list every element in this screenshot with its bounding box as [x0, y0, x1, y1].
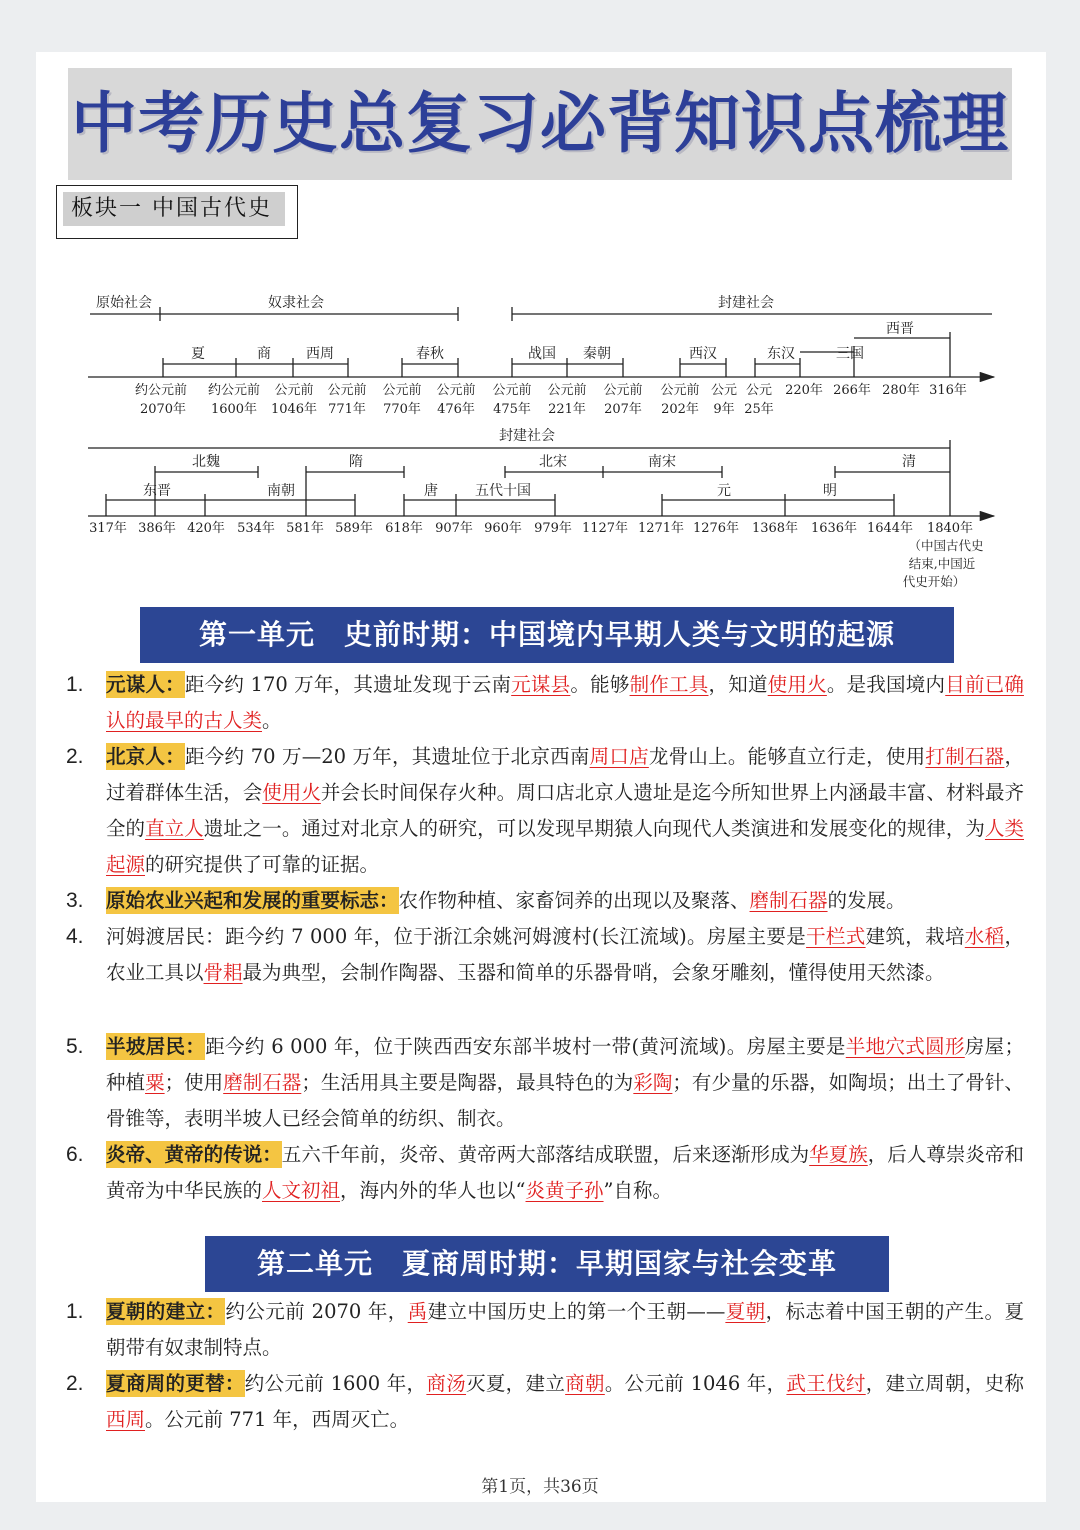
key-term: 周口店 — [589, 745, 649, 768]
key-term: 制作工具 — [629, 673, 709, 696]
date-label: 266年 — [833, 383, 871, 398]
era-label: 原始社会 — [96, 295, 152, 311]
date-label: 979年 — [534, 521, 572, 536]
list-item — [64, 667, 1024, 739]
item-text — [106, 883, 1024, 919]
date-label: 475年 — [493, 402, 531, 417]
key-term: 夏朝 — [725, 1300, 766, 1323]
period-label: 东汉 — [767, 346, 795, 362]
date-label: 221年 — [548, 402, 586, 417]
period-label: 清 — [902, 454, 916, 470]
page-footer: 第1页，共36页 — [481, 1477, 599, 1497]
text-run: 农作物种植、家畜饲养的出现以及聚落、 — [398, 889, 750, 912]
text-run: 。 — [262, 709, 282, 732]
text-run: 的研究提供了可靠的证据。 — [145, 853, 380, 876]
key-term: 使用火 — [262, 781, 321, 804]
date-label: 公元前 — [492, 383, 532, 398]
era-label: 奴隶社会 — [268, 295, 324, 311]
key-term: 磨制石器 — [749, 889, 828, 912]
item-text — [106, 1366, 1024, 1438]
item-text — [106, 739, 1024, 883]
highlight-term: 北京人： — [106, 745, 186, 768]
item-text — [106, 1137, 1024, 1209]
period-label: 西汉 — [689, 346, 717, 362]
text-run: 房屋；种植 — [106, 1035, 1024, 1094]
period-label: 东晋 — [143, 483, 171, 499]
period-label: 南宋 — [648, 454, 676, 470]
date-label: 476年 — [437, 402, 475, 417]
item-text — [106, 667, 1024, 739]
item-number: 1. — [66, 1300, 84, 1323]
date-label: 202年 — [661, 402, 699, 417]
period-label: 战国 — [528, 346, 556, 362]
list-item — [64, 919, 1024, 991]
text-run: ；有少量的乐器，如陶埙；出土了骨针、骨锥等，表明半坡人已经会简单的纺织、制衣。 — [106, 1071, 1024, 1130]
text-run: ，后人尊崇炎帝和黄帝为中华民族的 — [106, 1143, 1024, 1202]
era-label: 封建社会 — [718, 295, 774, 311]
text-run: 约公元前 1600 年， — [244, 1372, 427, 1395]
date-label: 1600年 — [210, 402, 258, 417]
highlight-term: 原始农业兴起和发展的重要标志： — [106, 889, 399, 912]
date-label: 316年 — [929, 383, 967, 398]
text-run: 河姆渡居民：距今约 7 000 年，位于浙江余姚河姆渡村(长江流域)。房屋主要是 — [106, 925, 807, 948]
key-term: 人类起源 — [106, 817, 1024, 876]
period-label: 明 — [823, 483, 837, 499]
period-label: 商 — [257, 346, 271, 362]
date-label: 1276年 — [692, 521, 740, 536]
period-label: 唐 — [424, 483, 438, 499]
date-label: 386年 — [138, 521, 176, 536]
key-term: 使用火 — [767, 673, 827, 696]
key-term: 粟 — [145, 1071, 165, 1094]
item-text — [106, 1029, 1024, 1137]
period-label: 西周 — [306, 346, 334, 362]
date-label: 2070年 — [139, 402, 187, 417]
key-term: 武王伐纣 — [786, 1372, 866, 1395]
date-label: 公元 — [710, 383, 738, 398]
date-label: 960年 — [484, 521, 522, 536]
date-label: 1127年 — [581, 521, 629, 536]
date-label: 618年 — [385, 521, 423, 536]
key-term: 商朝 — [565, 1372, 605, 1395]
list-item — [64, 1366, 1024, 1438]
text-run: 龙骨山上。能够直立行走，使用 — [648, 745, 926, 768]
date-label: 1271年 — [637, 521, 685, 536]
period-label: 西晋 — [886, 321, 914, 337]
date-label: 公元前 — [327, 383, 367, 398]
text-run: 。公元前 771 年，西周灭亡。 — [145, 1408, 410, 1431]
date-label: 公元前 — [382, 383, 422, 398]
period-label: 元 — [717, 483, 731, 499]
date-label: 280年 — [882, 383, 920, 398]
text-run: 。公元前 1046 年， — [604, 1372, 787, 1395]
item-number: 6. — [66, 1143, 84, 1166]
date-label: 770年 — [383, 402, 421, 417]
key-term: 磨制石器 — [223, 1071, 302, 1094]
date-label: 589年 — [335, 521, 373, 536]
key-term: 华夏族 — [809, 1143, 868, 1166]
text-run: ”自称。 — [603, 1179, 673, 1202]
date-label: 9年 — [713, 402, 735, 417]
list-item — [64, 1294, 1024, 1366]
key-term: 骨耜 — [203, 961, 243, 984]
key-term: 商汤 — [426, 1372, 467, 1395]
text-run: ，海内外的华人也以“ — [340, 1179, 526, 1202]
text-run: 。能够 — [570, 673, 630, 696]
highlight-term: 元谋人： — [106, 673, 185, 696]
text-run: ；使用 — [164, 1071, 224, 1094]
text-run: ，标志着中国王朝的产生。夏朝带有奴隶制特点。 — [106, 1300, 1024, 1359]
item-number: 4. — [66, 925, 84, 948]
date-label: 公元前 — [547, 383, 587, 398]
date-label: 公元前 — [436, 383, 476, 398]
text-run: 并会长时间保存火种。周口店北京人遗址是迄今所知世界上内涵最丰富、材料最齐全的 — [106, 781, 1024, 840]
date-label: 317年 — [89, 521, 127, 536]
key-term: 目前已确认的最早的古人类 — [106, 673, 1024, 732]
text-run: ；生活用具主要是陶器，最具特色的为 — [301, 1071, 634, 1094]
date-label: 771年 — [328, 402, 366, 417]
key-term: 彩陶 — [633, 1071, 673, 1094]
text-run: 距今约 6 000 年，位于陕西西安东部半坡村一带(黄河流域)。房屋主要是 — [205, 1035, 846, 1058]
text-run: 约公元前 2070 年， — [225, 1300, 408, 1323]
section-label-box — [56, 185, 298, 239]
period-label: 秦朝 — [583, 346, 611, 362]
highlight-term: 夏朝的建立： — [106, 1300, 226, 1323]
date-label: 907年 — [435, 521, 473, 536]
period-label: 五代十国 — [475, 483, 531, 499]
section-label: 板块一 中国古代史 — [63, 192, 285, 226]
date-label: 1644年 — [866, 521, 914, 536]
key-term: 人文初祖 — [262, 1179, 341, 1202]
date-label: 1368年 — [751, 521, 799, 536]
period-label: 春秋 — [416, 346, 444, 362]
text-run: 遗址之一。通过对北京人的研究，可以发现早期猿人向现代人类演进和发展变化的规律，为 — [203, 817, 985, 840]
unit1-banner: 第一单元 史前时期：中国境内早期人类与文明的起源 — [140, 607, 954, 663]
date-label: 581年 — [286, 521, 324, 536]
text-run: 建立中国历史上的第一个王朝—— — [427, 1300, 726, 1323]
date-label: 25年 — [744, 402, 774, 417]
list-item — [64, 1137, 1024, 1209]
key-term: 炎黄子孙 — [525, 1179, 604, 1202]
key-term: 西周 — [106, 1408, 146, 1431]
item-text — [106, 919, 1024, 991]
text-run: ，知道 — [708, 673, 768, 696]
period-label: 南朝 — [267, 483, 295, 499]
list-item — [64, 883, 1024, 919]
text-run: 最为典型，会制作陶器、玉器和简单的乐器骨哨，会象牙雕刻，懂得使用天然漆。 — [242, 961, 945, 984]
item-number: 2. — [66, 1372, 84, 1395]
list-item — [64, 739, 1024, 883]
era-label: 封建社会 — [499, 428, 555, 444]
text-run: 五六千年前，炎帝、黄帝两大部落结成联盟，后来逐渐形成为 — [281, 1143, 810, 1166]
timeline-note: 结束,中国近 — [908, 556, 976, 571]
key-term: 打制石器 — [925, 745, 1005, 768]
key-term: 干栏式 — [806, 925, 866, 948]
text-run: 。是我国境内 — [826, 673, 946, 696]
key-term: 元谋县 — [511, 673, 571, 696]
list-item — [64, 1029, 1024, 1137]
period-label: 隋 — [349, 454, 363, 470]
date-label: 公元前 — [660, 383, 700, 398]
period-label: 北宋 — [539, 454, 567, 470]
date-label: 220年 — [785, 383, 823, 398]
date-label: 207年 — [604, 402, 642, 417]
key-term: 水稻 — [964, 925, 1005, 948]
text-run: 距今约 70 万—20 万年，其遗址位于北京西南 — [185, 745, 590, 768]
date-label: 约公元前 — [134, 383, 188, 398]
timeline-note: （中国古代史 — [908, 538, 984, 553]
text-run: ，建立周朝，史称 — [865, 1372, 1024, 1395]
key-term: 禹 — [407, 1300, 428, 1323]
page-title: 中考历史总复习必背知识点梳理 — [71, 85, 1009, 162]
item-number: 1. — [66, 673, 84, 696]
highlight-term: 半坡居民： — [106, 1035, 206, 1058]
text-run: ，农业工具以 — [106, 925, 1024, 984]
date-label: 420年 — [187, 521, 225, 536]
key-term: 直立人 — [145, 817, 204, 840]
date-label: 公元前 — [274, 383, 314, 398]
item-number: 5. — [66, 1035, 84, 1058]
date-label: 1046年 — [270, 402, 318, 417]
date-label: 1840年 — [926, 521, 974, 536]
key-term: 半地穴式圆形 — [845, 1035, 965, 1058]
text-run: 的发展。 — [827, 889, 906, 912]
text-run: 距今约 170 万年，其遗址发现于云南 — [184, 673, 512, 696]
period-label: 夏 — [191, 346, 205, 362]
timeline-note: 代史开始） — [902, 574, 966, 589]
date-label: 公元 — [745, 383, 773, 398]
date-label: 534年 — [237, 521, 275, 536]
date-label: 公元前 — [603, 383, 643, 398]
item-text — [106, 1294, 1024, 1366]
text-run: 灭夏，建立 — [466, 1372, 566, 1395]
text-run: ，过着群体生活，会 — [106, 745, 1024, 804]
text-run: 建筑，栽培 — [865, 925, 965, 948]
date-label: 1636年 — [810, 521, 858, 536]
highlight-term: 夏商周的更替： — [106, 1372, 245, 1395]
period-label: 北魏 — [192, 454, 220, 470]
item-number: 2. — [66, 745, 84, 768]
history-timeline — [0, 280, 1080, 600]
date-label: 约公元前 — [207, 383, 261, 398]
item-number: 3. — [66, 889, 84, 912]
highlight-term: 炎帝、黄帝的传说： — [106, 1143, 282, 1166]
period-label: 三国 — [836, 346, 864, 362]
unit2-banner: 第二单元 夏商周时期：早期国家与社会变革 — [205, 1236, 889, 1292]
